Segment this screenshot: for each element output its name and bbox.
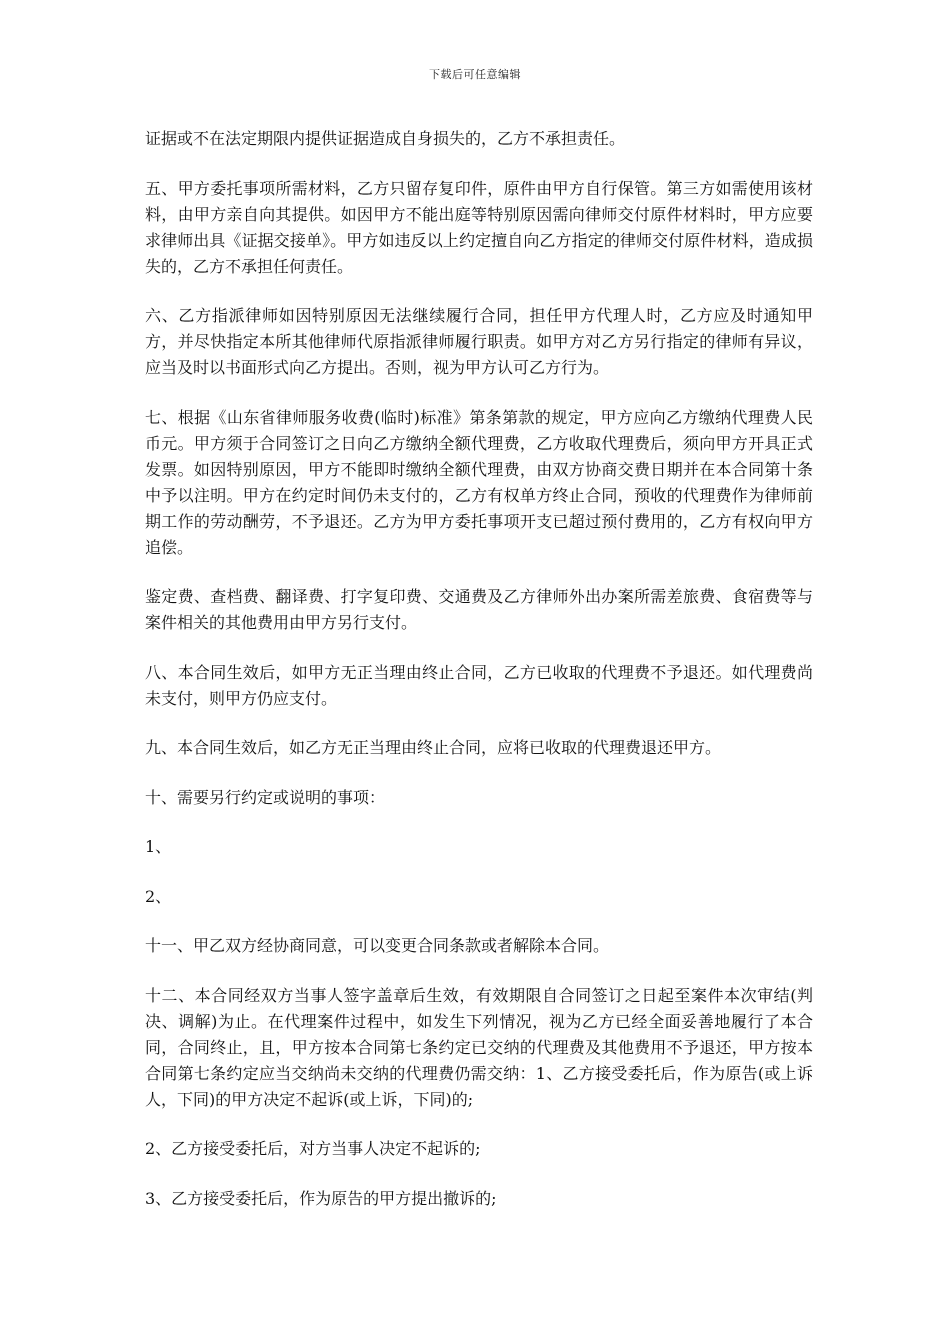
paragraph-item-1: 1、 [145,837,172,856]
paragraph-clause-5: 五、甲方委托事项所需材料，乙方只留存复印件，原件由甲方自行保管。第三方如需使用该材料，由甲方亲自向其提供。如因甲方不能出庭等特别原因需向律师交付原件材料时，甲方应要求律师出具《证据交接单》。甲方如违反以上约定擅自向乙方指定的律师交付原件材料，造成损失的，乙方不承担任何责任。 [145,178,813,276]
paragraph-clause-8: 八、本合同生效后，如甲方无正当理由终止合同，乙方已收取的代理费不予退还。如代理费尚未支付，则甲方仍应支付。 [145,662,813,708]
paragraph-clause-12: 十二、本合同经双方当事人签字盖章后生效，有效期限自合同签订之日起至案件本次审结(判决、调解)为止。在代理案件过程中，如发生下列情况，视为乙方已经全面妥善地履行了本合同，合同终止，且，甲方按本合同第七条约定已交纳的代理费及其他费用不予退还，甲方按本合同第七条约定应当交纳尚未交纳的代理费仍需交纳：1、乙方接受委托后，作为原告(或上诉人，下同)的甲方决定不起诉(或上诉，下同)的; [145,985,813,1109]
paragraph-clause-11: 十一、甲乙双方经协商同意，可以变更合同条款或者解除本合同。 [145,936,610,955]
paragraph-item-2: 2、 [145,886,172,906]
document-body [145,126,813,1235]
paragraph-clause-6: 六、乙方指派律师如因特别原因无法继续履行合同，担任甲方代理人时，乙方应及时通知甲方，并尽快指定本所其他律师代原指派律师履行职责。如甲方对乙方另行指定的律师有异议，应当及时以书面形式向乙方提出。否则，视为甲方认可乙方行为。 [145,306,813,377]
paragraph-termination-case-2: 2、乙方接受委托后，对方当事人决定不起诉的; [145,1139,481,1158]
paragraph-termination-case-3: 3、乙方接受委托后，作为原告的甲方提出撤诉的; [145,1188,497,1208]
paragraph-evidence-continuation: 证据或不在法定期限内提供证据造成自身损失的，乙方不承担责任。 [145,129,626,148]
page-header-note: 下载后可任意编辑 [429,68,521,81]
paragraph-clause-10: 十、需要另行约定或说明的事项： [145,787,386,807]
paragraph-other-fees: 鉴定费、查档费、翻译费、打字复印费、交通费及乙方律师外出办案所需差旅费、食宿费等与案件相关的其他费用由甲方另行支付。 [145,587,813,632]
paragraph-clause-7: 七、根据《山东省律师服务收费(临时)标准》第条第款的规定，甲方应向乙方缴纳代理费人民币元。甲方须于合同签订之日向乙方缴纳全额代理费，乙方收取代理费后，须向甲方开具正式发票。如因特别原因，甲方不能即时缴纳全额代理费，由双方协商交费日期并在本合同第十条中予以注明。甲方在约定时间仍未支付的，乙方有权单方终止合同，预收的代理费作为律师前期工作的劳动酬劳，不予退还。乙方为甲方委托事项开支已超过预付费用的，乙方有权向甲方追偿。 [145,407,813,557]
paragraph-clause-9: 九、本合同生效后，如乙方无正当理由终止合同，应将已收取的代理费退还甲方。 [145,738,722,757]
